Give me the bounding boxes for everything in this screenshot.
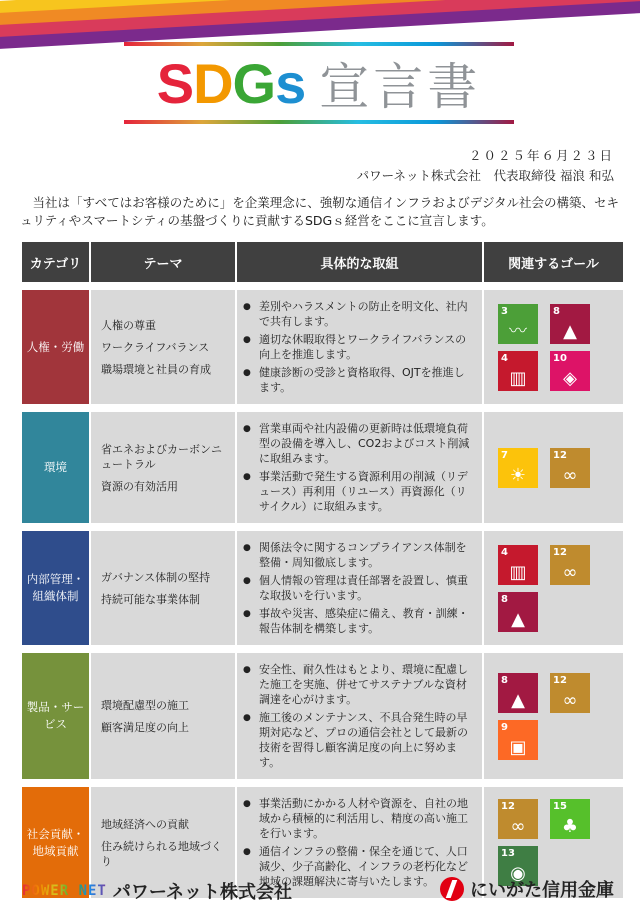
category-label: 内部管理・組織体制 xyxy=(26,572,85,603)
action-item xyxy=(243,299,474,329)
action-item xyxy=(243,365,474,395)
header-goals: 関連するゴール xyxy=(483,241,624,283)
cubes-icon: ▣ xyxy=(509,736,527,758)
bullet-icon: ● xyxy=(243,713,251,723)
bullet-icon: ● xyxy=(243,609,251,619)
growth-chart-icon: ▲ xyxy=(511,608,525,630)
bullet-icon: ● xyxy=(243,543,251,553)
action-text: 適切な休暇取得とワークライフバランスの向上を推進します。 xyxy=(259,333,467,361)
goals-cell xyxy=(483,652,624,780)
goal-number: 9 xyxy=(501,721,508,733)
action-text: 事故や災害、感染症に備え、教育・訓練・報告体制を構築します。 xyxy=(259,607,469,635)
bank-footer-logo xyxy=(440,876,614,902)
goal-number: 12 xyxy=(553,449,567,461)
category-label: 人権・労働 xyxy=(26,339,85,354)
theme-item: ガバナンス体制の堅持 xyxy=(101,570,211,584)
growth-chart-icon: ▲ xyxy=(511,689,525,711)
bullet-icon: ● xyxy=(243,368,251,378)
action-text: 営業車両や社内設備の更新時は低環境負荷型の設備を導入し、CO2およびコスト削減に取組みます。 xyxy=(259,422,470,465)
sdg-goal-10-icon xyxy=(550,351,590,391)
actions-cell xyxy=(236,530,483,646)
actions-cell xyxy=(236,652,483,780)
bank-name: にいがた信用金庫 xyxy=(470,880,614,901)
action-item xyxy=(243,332,474,362)
goals-cell xyxy=(483,530,624,646)
sdg-goal-8-icon xyxy=(498,673,538,713)
action-text: 差別やハラスメントの防止を明文化、社内で共有します。 xyxy=(259,300,468,328)
signer-line: パワーネット株式会社 代表取締役 福浪 和弘 xyxy=(356,168,614,183)
sdg-goal-9-icon xyxy=(498,720,538,760)
goal-number: 8 xyxy=(501,593,508,605)
growth-chart-icon: ▲ xyxy=(563,320,577,342)
theme-item: 環境配慮型の施工 xyxy=(101,698,189,712)
goal-number: 3 xyxy=(501,305,508,317)
goal-number: 4 xyxy=(501,546,508,558)
powernet-logo-mark: POWER NET xyxy=(22,883,107,899)
action-text: 健康診断の受診と資格取得、OJTを推進します。 xyxy=(259,366,465,394)
bullet-icon: ● xyxy=(243,335,251,345)
action-text: 通信インフラの整備・保全を通じて、人口減少、少子高齢化、インフラの老朽化など地域の課題解決に寄与いたします。 xyxy=(259,845,468,888)
sdg-goal-12-icon xyxy=(498,799,538,839)
bullet-icon: ● xyxy=(243,424,251,434)
theme-item: 職場環境と社員の育成 xyxy=(101,362,211,376)
document-title xyxy=(124,42,514,124)
theme-item: 顧客満足度の向上 xyxy=(101,720,189,734)
sdgs-table xyxy=(20,240,625,900)
category-label: 社会貢献・地域貢献 xyxy=(26,826,85,858)
bullet-icon: ● xyxy=(243,576,251,586)
theme-item: 地域経済への貢献 xyxy=(101,817,189,831)
theme-cell xyxy=(90,411,236,524)
title-bottom-rule xyxy=(124,120,514,124)
title-kanji: 宣言書 xyxy=(319,58,482,116)
goals-cell xyxy=(483,289,624,405)
theme-item: 資源の有効活用 xyxy=(101,479,178,493)
theme-cell xyxy=(90,530,236,646)
goal-number: 13 xyxy=(501,848,515,859)
table-row xyxy=(21,652,624,780)
actions-cell xyxy=(236,289,483,405)
action-item xyxy=(243,421,474,466)
declaration-date: ２０２５年６月２３日 xyxy=(468,148,614,163)
goal-number: 8 xyxy=(501,674,508,686)
book-icon: ▥ xyxy=(509,561,527,583)
action-item xyxy=(243,710,474,770)
sdg-goal-8-icon xyxy=(498,592,538,632)
table-header-row xyxy=(21,241,624,283)
goal-number: 12 xyxy=(553,674,567,686)
header-theme: テーマ xyxy=(90,241,236,283)
theme-item: 人権の尊重 xyxy=(101,318,156,332)
equality-icon: ◈ xyxy=(563,367,577,389)
goals-cell xyxy=(483,411,624,524)
action-text: 安全性、耐久性はもとより、環境に配慮した施工を実施、併せてサステナブルな資材調達を心がけます。 xyxy=(259,663,468,706)
table-row xyxy=(21,530,624,646)
goal-number: 4 xyxy=(501,352,508,364)
table-row xyxy=(21,411,624,524)
bank-logo-icon xyxy=(440,877,464,901)
bullet-icon: ● xyxy=(243,799,251,809)
book-icon: ▥ xyxy=(509,367,527,389)
eye-globe-icon: ◉ xyxy=(510,863,526,884)
action-item xyxy=(243,662,474,707)
table-row xyxy=(21,289,624,405)
bullet-icon: ● xyxy=(243,302,251,312)
theme-item: 省エネおよびカーボンニュートラル xyxy=(101,442,222,471)
category-label: 製品・サービス xyxy=(26,700,85,731)
sdg-goal-4-icon xyxy=(498,351,538,391)
powernet-company-name: パワーネット株式会社 xyxy=(112,882,292,903)
category-cell xyxy=(21,530,90,646)
bullet-icon: ● xyxy=(243,665,251,675)
bullet-icon: ● xyxy=(243,847,251,857)
goal-number: 12 xyxy=(553,546,567,558)
goal-number: 10 xyxy=(553,352,567,364)
sun-icon: ☀ xyxy=(509,464,527,486)
category-label: 環境 xyxy=(44,460,67,474)
theme-item: ワークライフバランス xyxy=(101,340,210,354)
goal-number: 8 xyxy=(553,305,560,317)
theme-item: 住み続けられる地域づくり xyxy=(101,839,222,868)
sdg-goal-4-icon xyxy=(498,545,538,585)
action-text: 関係法令に関するコンプライアンス体制を整備・周知徹底します。 xyxy=(259,541,467,569)
action-item xyxy=(243,606,474,636)
header-category: カテゴリ xyxy=(21,241,90,283)
action-text: 個人情報の管理は責任部署を設置し、慎重な取扱いを行います。 xyxy=(259,574,468,602)
sdg-goal-3-icon xyxy=(498,304,538,344)
sdg-goal-12-icon xyxy=(550,545,590,585)
action-item xyxy=(243,469,474,514)
action-item xyxy=(243,573,474,603)
infinity-icon: ∞ xyxy=(510,816,526,837)
header-actions: 具体的な取組 xyxy=(236,241,483,283)
theme-item: 持続可能な事業体制 xyxy=(101,592,200,606)
goal-number: 12 xyxy=(501,801,515,812)
sdg-goal-15-icon xyxy=(550,799,590,839)
theme-cell xyxy=(90,289,236,405)
infinity-icon: ∞ xyxy=(562,464,578,486)
action-text: 事業活動で発生する資源利用の削減（リデュース）再利用（リユース）再資源化（リサイクル）に取組みます。 xyxy=(259,470,468,513)
action-item xyxy=(243,796,474,841)
infinity-icon: ∞ xyxy=(562,689,578,711)
category-cell xyxy=(21,289,90,405)
sdg-goal-12-icon xyxy=(550,448,590,488)
category-cell xyxy=(21,411,90,524)
tree-icon: ♣ xyxy=(561,816,579,837)
intro-paragraph: 当社は「すべてはお客様のために」を企業理念に、強靭な通信インフラおよびデジタル社会の構築、セキュリティやスマートシティの基盤づくりに貢献するSDGｓ経営をここに宣言します。 xyxy=(20,195,620,228)
action-text: 施工後のメンテナンス、不具合発生時の早期対応など、プロの通信会社として最新の技術を習得し顧客満足度の向上に努めます。 xyxy=(259,711,468,769)
title-sdgs: SDGs xyxy=(156,51,306,115)
powernet-footer-logo xyxy=(22,878,292,904)
action-item xyxy=(243,540,474,570)
actions-cell xyxy=(236,411,483,524)
goal-number: 7 xyxy=(501,449,508,461)
infinity-icon: ∞ xyxy=(562,561,578,583)
heartbeat-icon: 〰 xyxy=(509,320,527,342)
sdg-goal-12-icon xyxy=(550,673,590,713)
action-text: 事業活動にかかる人材や資源を、自社の地域から積極的に利活用し、精度の高い施工を行います。 xyxy=(259,797,468,840)
sdg-goal-7-icon xyxy=(498,448,538,488)
sdg-goal-8-icon xyxy=(550,304,590,344)
bullet-icon: ● xyxy=(243,472,251,482)
goal-number: 15 xyxy=(553,801,567,812)
theme-cell xyxy=(90,652,236,780)
category-cell xyxy=(21,652,90,780)
